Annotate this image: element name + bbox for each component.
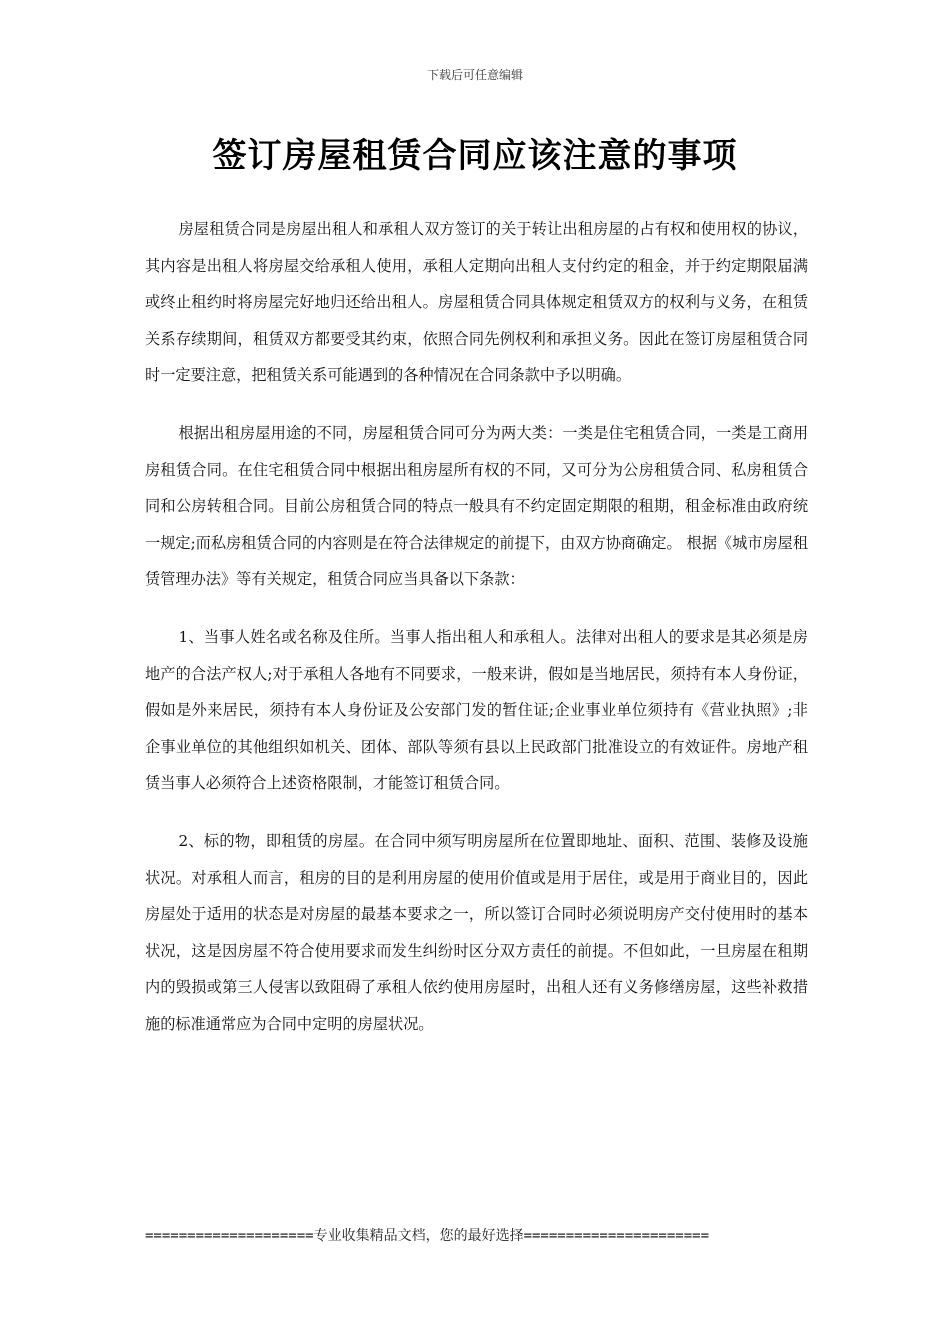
document-body xyxy=(145,211,808,1063)
paragraph-clause-parties: 1、当事人姓名或名称及住所。当事人指出租人和承租人。法律对出租人的要求是其必须是房地产的合法产权人;对于承租人各地有不同要求，一般来讲，假如是当地居民，须持有本人身份证，假如是外来居民，须持有本人身份证及公安部门发的暂住证;企业事业单位须持有《营业执照》;非企事业单位的其他组织如机关、团体、部队等须有县以上民政部门批准设立的有效证件。房地产租赁当事人必须符合上述资格限制，才能签订租赁合同。 xyxy=(145,627,808,793)
header-note: 下载后可任意编辑 xyxy=(426,68,523,82)
footer-banner: ====================专业收集精品文档，您的最好选择====================== xyxy=(145,1228,710,1244)
paragraph-clause-property: 2、标的物，即租赁的房屋。在合同中须写明房屋所在位置即地址、面积、范围、装修及设施状况。对承租人而言，租房的目的是利用房屋的使用价值或是用于居住，或是用于商业目的，因此房屋处于适用的状态是对房屋的最基本要求之一，所以签订合同时必须说明房产交付使用时的基本状况，这是因房屋不符合使用要求而发生纠纷时区分双方责任的前提。不但如此，一旦房屋在租期内的毁损或第三人侵害以致阻碍了承租人依约使用房屋时，出租人还有义务修缮房屋，这些补救措施的标准通常应为合同中定明的房屋状况。 xyxy=(145,831,808,1033)
document-title: 签订房屋租赁合同应该注意的事项 xyxy=(212,136,738,176)
paragraph-categories: 根据出租房屋用途的不同，房屋租赁合同可分为两大类：一类是住宅租赁合同，一类是工商用房租赁合同。在住宅租赁合同中根据出租房屋所有权的不同，又可分为公房租赁合同、私房租赁合同和公房转租合同。目前公房租赁合同的特点一般具有不约定固定期限的租期，租金标准由政府统一规定;而私房租赁合同的内容则是在符合法律规定的前提下，由双方协商确定。 根据《城市房屋租赁管理办法》等有关规定，租赁合同应当具备以下条款： xyxy=(145,423,809,589)
paragraph-intro: 房屋租赁合同是房屋出租人和承租人双方签订的关于转让出租房屋的占有权和使用权的协议，其内容是出租人将房屋交给承租人使用，承租人定期向出租人支付约定的租金，并于约定期限届满或终止租约时将房屋完好地归还给出租人。房屋租赁合同具体规定租赁双方的权利与义务，在租赁关系存续期间，租赁双方都要受其约束，依照合同先例权利和承担义务。因此在签订房屋租赁合同时一定要注意，把租赁关系可能遇到的各种情况在合同条款中予以明确。 xyxy=(145,220,808,385)
